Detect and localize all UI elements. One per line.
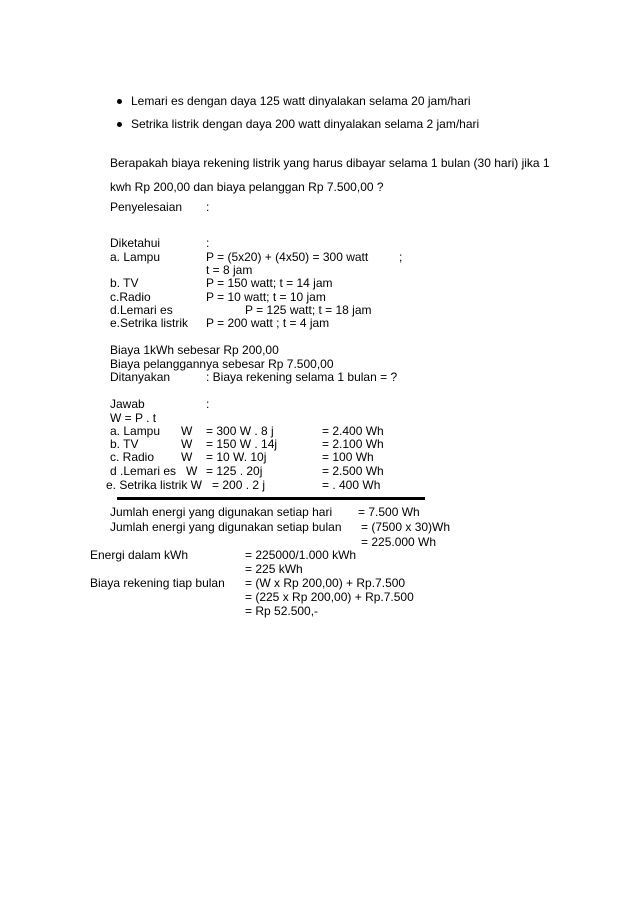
sum-divider-line: [117, 497, 425, 500]
diketahui-row-label: e.Setrika listrik: [110, 316, 189, 330]
bullet-marker: [117, 122, 122, 127]
penyelesaian-label: Penyelesaian: [110, 200, 183, 214]
jawab-row-calc: = 10 W. 10j: [206, 450, 267, 464]
diketahui-row-label: d.Lemari es: [110, 303, 173, 317]
jawab-row-w: W: [181, 437, 193, 451]
jawab-row-label: b. TV: [110, 437, 139, 451]
bullet-text-lemari: Lemari es dengan daya 125 watt dinyalakan selama 20 jam/hari: [131, 94, 471, 108]
rekening-line-3: = Rp 52.500,-: [245, 604, 319, 618]
diketahui-row-value: P = 10 watt; t = 10 jam: [206, 290, 326, 304]
total-bulan-result: = 225.000 Wh: [361, 535, 437, 549]
diketahui-row-value: P = 200 watt ; t = 4 jam: [206, 316, 330, 330]
energi-line-1: = 225000/1.000 kWh: [245, 548, 357, 562]
jawab-row-result: = 2.500 Wh: [322, 464, 384, 478]
energi-label: Energi dalam kWh: [90, 548, 189, 562]
penyelesaian-colon: :: [206, 200, 210, 214]
bullet-text-setrika: Setrika listrik dengan daya 200 watt dinyalakan selama 2 jam/hari: [131, 117, 480, 131]
total-bulan-label: Jumlah energi yang digunakan setiap bulan: [110, 520, 342, 534]
jawab-row-calc: = 300 W . 8 j: [206, 424, 274, 438]
ditanyakan-label: Ditanyakan: [110, 370, 171, 384]
biaya-pelanggan: Biaya pelanggannya sebesar Rp 7.500,00: [110, 357, 334, 371]
diketahui-row-value: P = 125 watt; t = 18 jam: [245, 303, 372, 317]
diketahui-row-value: P = 150 watt; t = 14 jam: [206, 276, 333, 290]
diketahui-row-value: t = 8 jam: [206, 263, 253, 277]
jawab-row-calc: = 150 W . 14j: [206, 437, 278, 451]
jawab-row-w: W: [181, 450, 193, 464]
diketahui-row-value: P = (5x20) + (4x50) = 300 watt: [206, 250, 369, 264]
question-line-1: Berapakah biaya rekening listrik yang harus dibayar selama 1 bulan (30 hari) jika 1: [110, 156, 550, 170]
diketahui-colon: :: [206, 236, 210, 250]
jawab-row-label: a. Lampu: [110, 424, 161, 438]
jawab-row-label: d .Lemari es: [110, 464, 177, 478]
jawab-formula: W = P . t: [110, 411, 157, 425]
ditanyakan-value: : Biaya rekening selama 1 bulan = ?: [206, 370, 398, 384]
rekening-line-1: = (W x Rp 200,00) + Rp.7.500: [245, 576, 406, 590]
question-line-2: kwh Rp 200,00 dan biaya pelanggan Rp 7.500,00 ?: [110, 180, 384, 194]
diketahui-row-label: a. Lampu: [110, 250, 161, 264]
jawab-row-label: c. Radio: [110, 450, 155, 464]
jawab-row-w: W: [181, 424, 193, 438]
energi-line-2: = 225 kWh: [245, 562, 303, 576]
jawab-row-label: e. Setrika listrik W: [106, 478, 203, 492]
jawab-row-result: = 100 Wh: [322, 450, 374, 464]
diketahui-row-label: b. TV: [110, 276, 139, 290]
diketahui-label: Diketahui: [110, 236, 161, 250]
jawab-row-result: = 2.400 Wh: [322, 424, 384, 438]
rekening-line-2: = (225 x Rp 200,00) + Rp.7.500: [245, 590, 414, 604]
jawab-row-calc: = 200 . 2 j: [212, 478, 266, 492]
bullet-marker: [117, 99, 122, 104]
diketahui-semicolon: ;: [399, 250, 403, 264]
total-hari-label: Jumlah energi yang digunakan setiap hari: [110, 505, 333, 519]
biaya-kwh: Biaya 1kWh sebesar Rp 200,00: [110, 343, 279, 357]
total-bulan-value: = (7500 x 30)Wh: [361, 520, 451, 534]
jawab-row-result: = 2.100 Wh: [322, 437, 384, 451]
jawab-row-calc: = 125 . 20j: [206, 464, 263, 478]
jawab-colon: :: [206, 397, 210, 411]
jawab-row-w: W: [186, 464, 198, 478]
jawab-row-result: = . 400 Wh: [322, 478, 381, 492]
total-hari-value: = 7.500 Wh: [358, 505, 420, 519]
jawab-label: Jawab: [110, 397, 145, 411]
rekening-label: Biaya rekening tiap bulan: [90, 576, 225, 590]
diketahui-row-label: c.Radio: [110, 290, 151, 304]
